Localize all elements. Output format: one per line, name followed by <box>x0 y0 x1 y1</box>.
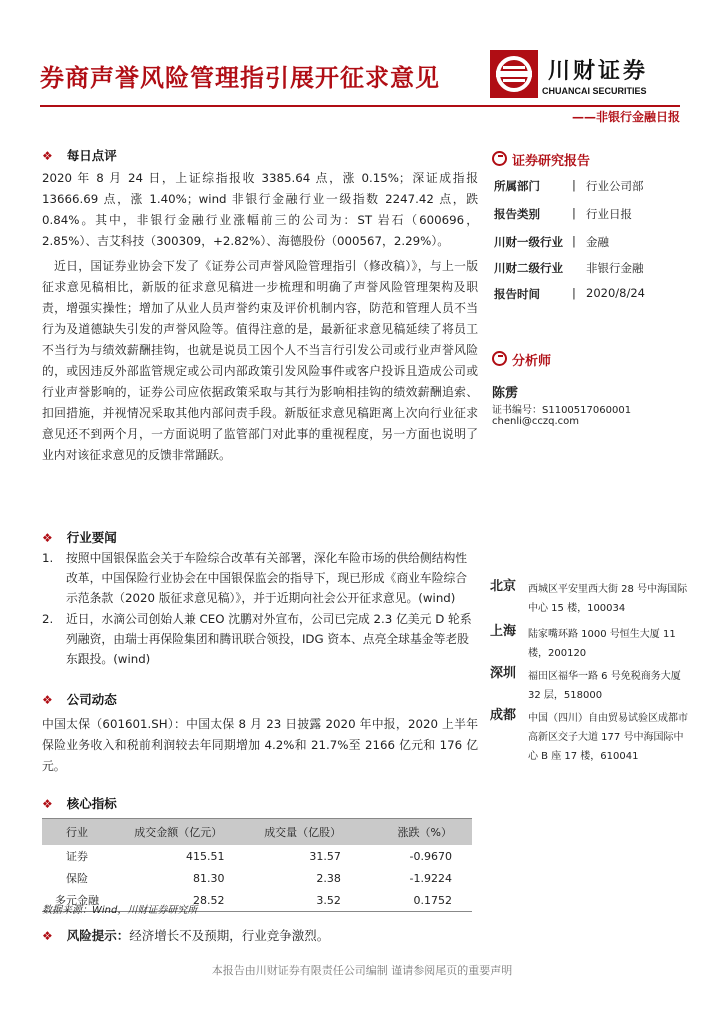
risk-warning-label: 风险提示： <box>66 928 130 943</box>
diamond-bullet-icon: ❖ <box>42 929 53 943</box>
diamond-bullet-icon: ❖ <box>42 797 53 811</box>
table-cell: -0.9670 <box>409 849 452 863</box>
daily-commentary <box>42 168 478 466</box>
table-source-note: 数据来源：Wind，川财证券研究所 <box>42 905 198 916</box>
table-header-cell: 成交金额（亿元） <box>112 819 245 846</box>
sidebar-heading-analyst: 分析师 <box>492 350 551 369</box>
table-row <box>42 867 472 889</box>
table-header-row <box>42 819 472 846</box>
table-cell: 28.52 <box>112 889 245 912</box>
diamond-bullet-icon: ❖ <box>42 149 53 163</box>
office-city: 深圳 <box>490 666 517 681</box>
news-list <box>42 548 478 670</box>
office-city: 上海 <box>490 624 517 639</box>
sidebar-heading-report: 证券研究报告 <box>492 150 590 169</box>
table-header-cell: 行业 <box>42 819 112 846</box>
diamond-bullet-icon: ❖ <box>42 531 53 545</box>
analyst-icon <box>492 351 507 366</box>
footer-disclaimer: 本报告由川财证券有限责任公司编制 谨请参阅尾页的重要声明 <box>211 964 513 977</box>
list-item: 2. 近日，水滴公司创始人兼 CEO 沈鹏对外宣布，公司已完成 2.3 亿美元 D 轮系列融资，由瑞士再保险集团和腾讯联合领投，IDG 资本、点亮全球基金等老股东跟投。(wind) <box>42 612 472 666</box>
section-heading-core: ❖ 核心指标 <box>42 796 117 811</box>
diamond-bullet-icon: ❖ <box>42 693 53 707</box>
company-news: 中国太保（601601.SH）：中国太保 8 月 23 日披露 2020 年中报，2020 上半年保险业务收入和税前利润较去年同期增加 4.2%和 21.7%至 2166 亿元和 176 亿元。 <box>42 717 478 773</box>
office-address: 中国（四川）自由贸易试验区成都市高新区交子大道 177 号中海国际中心 B 座 17 楼，610041 <box>528 713 688 762</box>
section-heading-company: ❖ 公司动态 <box>42 692 117 707</box>
office-city: 成都 <box>490 708 517 723</box>
office-address: 福田区福华一路 6 号免税商务大厦 32 层，518000 <box>528 671 681 701</box>
table-cell: -1.9224 <box>409 871 452 885</box>
table-cell: 2.38 <box>316 871 341 885</box>
report-icon <box>492 151 507 166</box>
core-indicators-table <box>42 818 472 912</box>
list-item: 1. 按照中国银保监会关于车险综合改革有关部署，深化车险市场的供给侧结构性改革，中国保险行业协会在中国银保监会的指导下，现已形成《商业车险综合示范条款（2020 版征求意见稿）》，并于近期向社会公开征求意见。(wind) <box>42 551 468 605</box>
logo-mark-icon <box>490 50 538 98</box>
daily-market-summary: 2020 年 8 月 24 日，上证综指报收 3385.64 点，涨 0.15%；深证成指报 13666.69 点，涨 1.40%；wind 非银行金融行业一级指数 2247.42 点，跌 0.84%。其中，非银行金融行业涨幅前三的公司为：ST 岩石（600696，2.85%）、吉艾科技（300309，+2.82%）、海德股份（000567，2.29%）。 <box>42 171 478 248</box>
office-address: 陆家嘴环路 1000 号恒生大厦 11 楼，200120 <box>528 629 676 659</box>
table-cell: 415.51 <box>186 849 225 863</box>
section-heading-news: ❖ 行业要闻 <box>42 530 117 545</box>
table-cell: 0.1752 <box>361 889 472 912</box>
table-row <box>42 845 472 867</box>
risk-warning-text: 经济增长不及预期，行业竞争激烈。 <box>129 928 330 943</box>
logo-chinese-name: 川财证券 <box>548 59 649 84</box>
analyst-name: 陈雳 <box>492 386 519 401</box>
analyst-license: 证书编号：S1100517060001 <box>492 405 632 416</box>
header-divider <box>40 105 680 107</box>
table-cell: 多元金融 <box>42 889 112 912</box>
table-header-cell: 涨跌（%） <box>361 819 472 846</box>
analyst-email: chenli@cczq.com <box>492 416 580 427</box>
table-cell: 3.52 <box>245 889 361 912</box>
table-cell: 保险 <box>66 872 88 885</box>
office-address: 西城区平安里西大街 28 号中海国际中心 15 楼，100034 <box>528 584 688 614</box>
report-series: ——非银行金融日报 <box>571 110 680 124</box>
company-logo <box>490 50 670 102</box>
daily-analysis: 近日，国证券业协会下发了《证券公司声誉风险管理指引（修改稿）》，与上一版征求意见稿相比，新版的征求意见稿进一步梳理和明确了声誉风险管理架构及职责，增强实操性；增加了从业人员声誉约束及评价机制内容，防范和管理人员不当行为及道德缺失引发的声誉风险等。值得注意的是，最新征求意见稿延续了将员工不当行为与绩效薪酬挂钩，也就是说员工因个人不当言行引发公司或行业声誉风险的，或因违反外部监管规定或公司内部政策引发风险事件或客户投诉且造成公司或行业声誉影响的，证券公司应依据政策采取与其行为影响相挂钩的绩效薪酬追索、扣回措施，并视情况采取其他内部问责手段。新版征求意见稿距离上次向行业征求意见还不到两个月，一方面说明了监管部门对此事的重视程度，另一方面也说明了业内对该征求意见的反馈非常踊跃。 <box>42 259 478 462</box>
table-header-cell: 成交量（亿股） <box>245 819 361 846</box>
report-title: 券商声誉风险管理指引展开征求意见 <box>40 63 440 92</box>
table-cell: 81.30 <box>193 871 225 885</box>
table-cell: 31.57 <box>309 849 341 863</box>
logo-english-name: CHUANCAI SECURITIES <box>542 86 647 96</box>
section-heading-daily: ❖ 每日点评 <box>42 148 117 163</box>
risk-warning <box>42 926 329 944</box>
table-cell: 证券 <box>66 850 88 863</box>
office-city: 北京 <box>490 579 517 594</box>
